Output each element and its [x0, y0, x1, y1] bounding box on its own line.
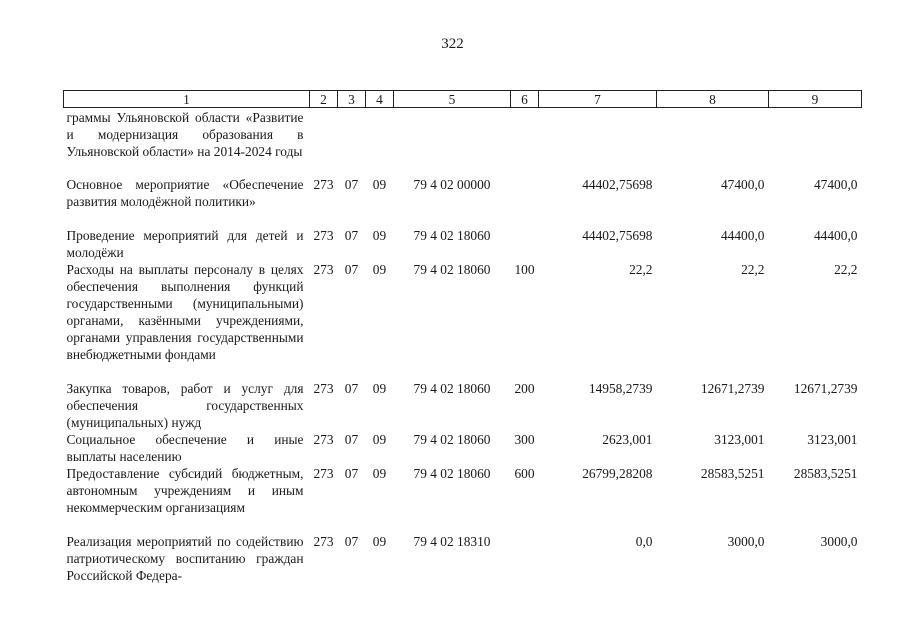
column-header: 1: [64, 91, 310, 108]
budget-table: [63, 90, 862, 584]
cell-subsection: 09: [372, 227, 387, 243]
cell-section: 07: [344, 261, 359, 277]
cell-amount-col9: 47400,0: [813, 176, 858, 192]
row-name: Предоставление субсидий бюджетным, автономным учреждениям и иным некоммерческим организациям: [66, 465, 304, 515]
cell-amount-col7: 44402,75698: [582, 227, 653, 243]
cell-amount-col7: 14958,2739: [588, 380, 653, 396]
column-header: 2: [310, 91, 338, 108]
cell-target-article: 79 4 02 00000: [413, 176, 491, 192]
cell-subsection: 09: [372, 176, 387, 192]
row-name: Закупка товаров, работ и услуг для обеспечения государственных (муниципальных) нужд: [66, 380, 304, 430]
cell-amount-col8: 3000,0: [727, 533, 765, 549]
cell-amount-col9: 3000,0: [820, 533, 858, 549]
cell-expense-type: [511, 533, 539, 584]
cell-amount-col8: 47400,0: [720, 176, 765, 192]
cell-subsection: 09: [372, 533, 387, 549]
cell-amount-col8: 12671,2739: [700, 380, 765, 396]
cell-amount-col8: [657, 108, 769, 176]
cell-expense-type: [511, 176, 539, 227]
row-name: Расходы на выплаты персоналу в целях обеспечения выполнения функций государственными (муниципальными) органами, казёнными учреждениями, органами управления государственными внебюджетными фондами: [66, 261, 304, 362]
cell-target-article: 79 4 02 18060: [413, 227, 491, 243]
cell-section: 07: [344, 533, 359, 549]
row-name: Социальное обеспечение и иные выплаты населению: [66, 431, 304, 464]
table-row: [64, 227, 862, 261]
table-row: [64, 380, 862, 431]
cell-expense-type: [511, 227, 539, 261]
cell-amount-col9: 28583,5251: [793, 465, 858, 481]
cell-amount-col7: 44402,75698: [582, 176, 653, 192]
table-row: [64, 176, 862, 227]
column-header: 9: [769, 91, 862, 108]
cell-amount-col8: 22,2: [741, 261, 765, 277]
column-header: 5: [394, 91, 511, 108]
cell-target-article: 79 4 02 18060: [413, 431, 491, 447]
cell-subsection: 09: [372, 465, 387, 481]
cell-subsection: 09: [372, 380, 387, 396]
cell-amount-col8: 3123,001: [714, 431, 765, 447]
cell-target-article: 79 4 02 18060: [413, 261, 491, 277]
cell-section: [338, 108, 366, 176]
table-row: [64, 465, 862, 533]
cell-target-article: [394, 108, 511, 176]
header-row: [64, 91, 862, 108]
cell-amount-col7: 22,2: [629, 261, 653, 277]
row-name: Реализация мероприятий по содействию патриотическому воспитанию граждан Российской Федера-: [66, 533, 304, 583]
row-name: граммы Ульяновской области «Развитие и модернизация образования в Ульяновской области» на 2014-2024 годы: [66, 110, 304, 159]
cell-amount-col9: [769, 108, 862, 176]
table-row: [64, 431, 862, 465]
column-header: 4: [366, 91, 394, 108]
column-header: 6: [511, 91, 539, 108]
cell-amount-col9: 3123,001: [807, 431, 858, 447]
table-row: [64, 108, 862, 176]
cell-subsection: 09: [372, 261, 387, 277]
cell-admin-code: 273: [313, 431, 334, 447]
cell-amount-col7: 0,0: [635, 533, 653, 549]
cell-admin-code: 273: [313, 533, 334, 549]
cell-subsection: 09: [372, 431, 387, 447]
cell-expense-type: 300: [514, 431, 535, 447]
cell-amount-col9: 22,2: [834, 261, 858, 277]
cell-section: 07: [344, 465, 359, 481]
page-number: 322: [441, 36, 464, 52]
cell-admin-code: 273: [313, 261, 334, 277]
row-name: Основное мероприятие «Обеспечение развития молодёжной политики»: [66, 176, 304, 209]
cell-section: 07: [344, 227, 359, 243]
cell-amount-col9: 12671,2739: [793, 380, 858, 396]
cell-target-article: 79 4 02 18060: [413, 465, 491, 481]
cell-section: 07: [344, 380, 359, 396]
column-header: 8: [657, 91, 769, 108]
cell-section: 07: [344, 176, 359, 192]
cell-target-article: 79 4 02 18060: [413, 380, 491, 396]
cell-amount-col9: 44400,0: [813, 227, 858, 243]
column-header: 7: [539, 91, 657, 108]
column-header: 3: [338, 91, 366, 108]
cell-admin-code: [310, 108, 338, 176]
cell-expense-type: [511, 108, 539, 176]
cell-amount-col7: 2623,001: [602, 431, 653, 447]
cell-admin-code: 273: [313, 380, 334, 396]
table-row: [64, 261, 862, 380]
cell-admin-code: 273: [313, 176, 334, 192]
cell-target-article: 79 4 02 18310: [413, 533, 491, 549]
cell-expense-type: 200: [514, 380, 535, 396]
cell-admin-code: 273: [313, 227, 334, 243]
cell-expense-type: 100: [514, 261, 535, 277]
cell-expense-type: 600: [514, 465, 535, 481]
cell-subsection: [366, 108, 394, 176]
table-row: [64, 533, 862, 584]
cell-amount-col7: [539, 108, 657, 176]
cell-amount-col8: 44400,0: [720, 227, 765, 243]
cell-amount-col8: 28583,5251: [700, 465, 765, 481]
row-name: Проведение мероприятий для детей и молодёжи: [66, 227, 304, 260]
cell-section: 07: [344, 431, 359, 447]
cell-admin-code: 273: [313, 465, 334, 481]
cell-amount-col7: 26799,28208: [582, 465, 653, 481]
